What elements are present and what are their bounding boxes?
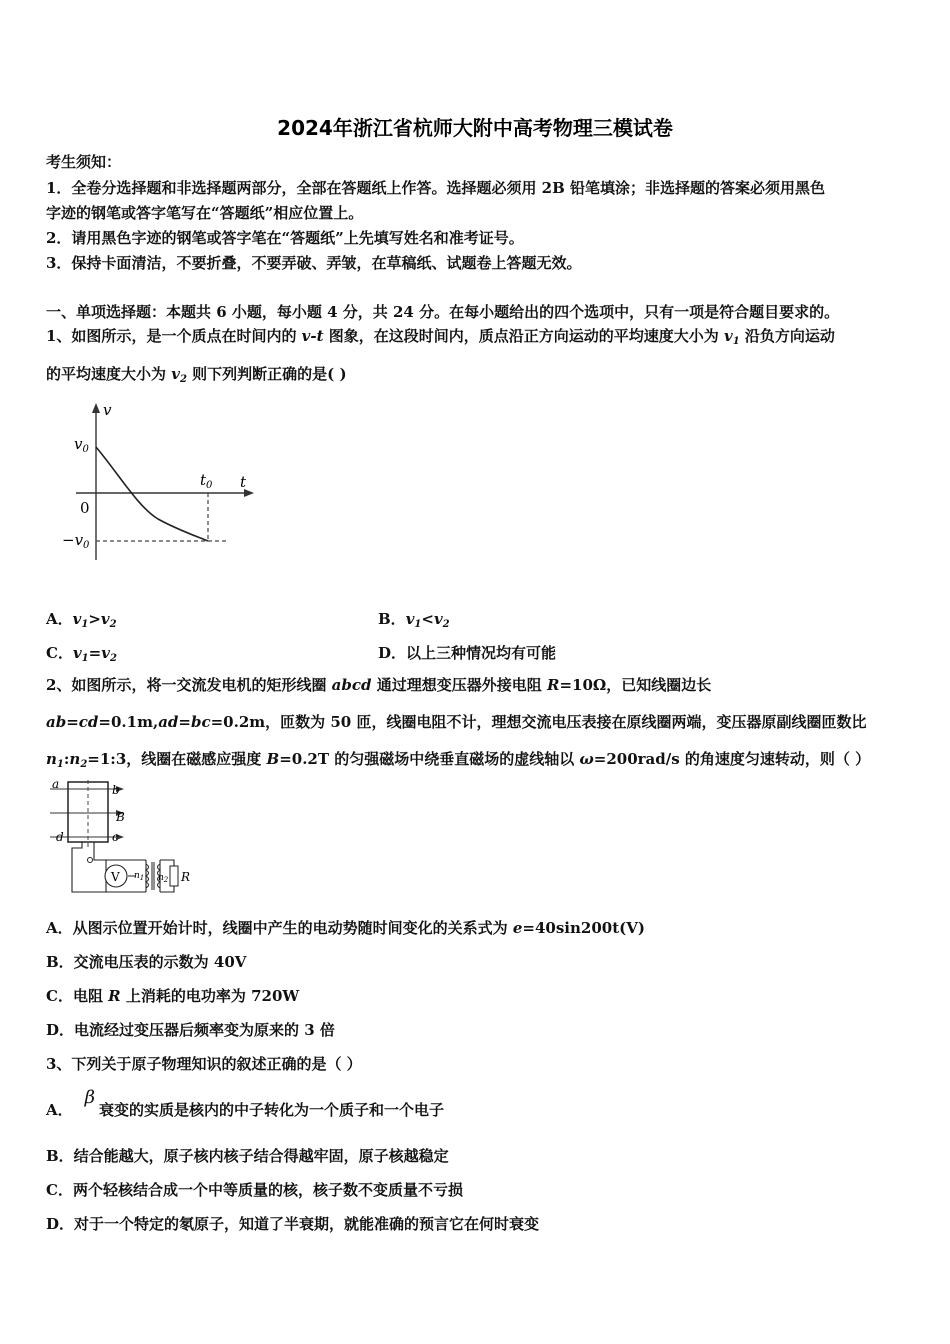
q1-stem-line1: 1、如图所示，是一个质点在时间内的 v-t 图象，在这段时间内，质点沿正方向运动的平均速度大小为 $v_1$ 沿负方向运动 <box>46 327 835 347</box>
q2-option-d[interactable]: D．电流经过变压器后频率变为原来的 3 倍 <box>46 1021 335 1039</box>
q2-stem-line3: $n_1:n_2=1:3$，线圈在磁感应强度 B=0.2T 的匀强磁场中绕垂直磁场的虚线轴以 ω=200rad/s 的角速度匀速转动，则（ ） <box>46 750 871 770</box>
corner-c-label: c <box>112 830 119 844</box>
resistor-R-label: R <box>181 870 191 884</box>
q2-generator-figure <box>46 780 196 905</box>
corner-b-label: b <box>112 783 120 797</box>
q2-option-b[interactable]: B．交流电压表的示数为 40V <box>46 953 247 971</box>
q3-option-a[interactable]: A．β衰变的实质是核内的中子转化为一个质子和一个电子 <box>46 1087 445 1119</box>
q2-option-a[interactable]: A．从图示位置开始计时，线圈中产生的电动势随时间变化的关系式为 e=40sin200t(V) <box>46 919 645 937</box>
origin-label: 0 <box>80 499 90 517</box>
corner-d-label: d <box>56 830 64 844</box>
q1-option-a[interactable]: A．$v_1>v_2$ <box>46 610 117 630</box>
q1-option-b[interactable]: B．$v_1<v_2$ <box>378 610 450 630</box>
q2-stem-line1: 2、如图所示，将一交流发电机的矩形线圈 abcd 通过理想变压器外接电阻 R=10Ω，已知线圈边长 <box>46 676 712 694</box>
notice-line-1b: 字迹的钢笔或答字笔写在“答题纸”相应位置上。 <box>46 204 364 222</box>
q1-stem-line2: 的平均速度大小为 $v_2$ 则下列判断正确的是( ) <box>46 365 347 385</box>
n2-label: $n_2$ <box>158 873 169 884</box>
page-title: 2024年浙江省杭师大附中高考物理三模试卷 <box>277 116 673 140</box>
v-axis-label: v <box>103 401 112 419</box>
q3-option-c[interactable]: C．两个轻核结合成一个中等质量的核，核子数不变质量不亏损 <box>46 1181 463 1199</box>
q2-option-c[interactable]: C．电阻 R 上消耗的电功率为 720W <box>46 987 300 1005</box>
q1-option-c[interactable]: C．$v_1=v_2$ <box>46 644 117 664</box>
q3-option-d[interactable]: D．对于一个特定的氡原子，知道了半衰期，就能准确的预言它在何时衰变 <box>46 1215 540 1233</box>
neg-v0-label: $-v_0$ <box>62 531 90 551</box>
field-B-label: B <box>116 810 125 824</box>
t-axis-label: t <box>240 473 247 491</box>
q2-stem-line2: ab=cd=0.1m,ad=bc=0.2m，匝数为 50 匝，线圈电阻不计，理想交流电压表接在原线圈两端，变压器原副线圈匝数比 <box>46 713 867 731</box>
beta-symbol: β <box>84 1087 96 1108</box>
notice-line-3: 3．保持卡面清洁，不要折叠，不要弄破、弄皱，在草稿纸、试题卷上答题无效。 <box>46 254 582 272</box>
notice-heading: 考生须知： <box>46 153 122 171</box>
notice-line-2: 2．请用黑色字迹的钢笔或答字笔在“答题纸”上先填写姓名和准考证号。 <box>46 229 524 247</box>
section-heading: 一、单项选择题：本题共 6 小题，每小题 4 分，共 24 分。在每小题给出的四个选项中，只有一项是符合题目要求的。 <box>46 303 840 321</box>
voltmeter-label: V <box>111 870 120 884</box>
v0-label: $v_0$ <box>74 435 89 455</box>
t0-label: $t_0$ <box>200 471 213 491</box>
notice-line-1a: 1．全卷分选择题和非选择题两部分，全部在答题纸上作答。选择题必须用 2B 铅笔填涂；非选择题的答案必须用黑色 <box>46 179 826 197</box>
q1-vt-graph <box>58 395 268 565</box>
q1-option-d[interactable]: D．以上三种情况均有可能 <box>378 644 557 662</box>
n1-label: $n_1$ <box>134 871 145 882</box>
corner-a-label: a <box>52 780 60 791</box>
q3-option-b[interactable]: B．结合能越大，原子核内核子结合得越牢固，原子核越稳定 <box>46 1147 449 1165</box>
q3-stem: 3、下列关于原子物理知识的叙述正确的是（ ） <box>46 1055 362 1073</box>
